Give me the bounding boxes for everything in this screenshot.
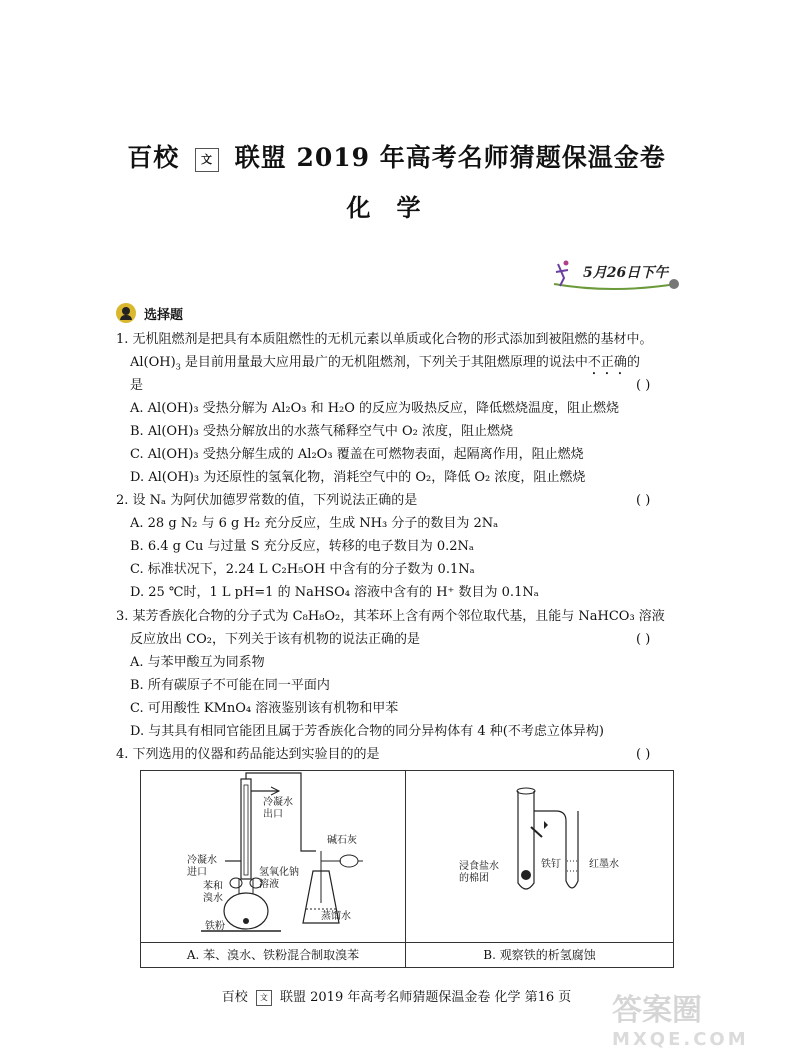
q2-stem: 2. 设 Nₐ 为阿伏加德罗常数的值，下列说法正确的是	[116, 493, 418, 508]
seal-logo: 文	[195, 148, 219, 172]
label-red-ink: 红墨水	[589, 859, 619, 870]
emphasis-not-correct: 不正确	[587, 355, 627, 370]
q1-option-b: B. Al(OH)₃ 受热分解放出的水蒸气稀释空气中 O₂ 浓度，阻止燃烧	[130, 424, 513, 439]
footer-brand-right: 联盟	[279, 990, 306, 1005]
watermark-line2: MXQE.COM	[612, 1029, 749, 1050]
q1-stem-line2: $Al(OH)_3$ 是目前用量最大应用最广的无机阻燃剂，下列关于其阻燃原理的说法中不正确的	[130, 355, 640, 372]
label-condenser-out: 冷凝水 出口	[263, 797, 293, 820]
label-benzene-bromine: 苯和 溴水	[203, 881, 223, 904]
q3-option-d: D. 与其具有相同官能团且属于芳香族化合物的同分异构体有 4 种(不考虑立体异构)	[130, 724, 604, 739]
title-rest: 2019 年高考名师猜题保温金卷	[296, 143, 666, 172]
subject-title: 化学	[346, 193, 447, 222]
label-salt-cotton: 浸食盐水 的棉团	[459, 861, 499, 884]
footer-text: 2019 年高考名师猜题保温金卷 化学 第16 页	[310, 990, 572, 1005]
q1-answer-paren: ( )	[636, 378, 651, 393]
brand-left: 百校	[127, 143, 180, 172]
footer-seal-logo: 文	[256, 990, 272, 1006]
label-soda-lime: 碱石灰	[327, 835, 357, 846]
q3-stem-line1: 3. 某芳香族化合物的分子式为 C₈H₈O₂，其苯环上含有两个邻位取代基，且能与 NaHCO₃ 溶液	[116, 609, 665, 624]
caption-b: B. 观察铁的析氢腐蚀	[483, 948, 596, 962]
date-label: 5月26日下午	[583, 265, 669, 281]
q3-option-c: C. 可用酸性 KMnO₄ 溶液鉴别该有机物和甲苯	[130, 701, 399, 716]
section-label: 选择题	[144, 307, 184, 323]
q1-stem-line3: 是	[130, 378, 144, 393]
q3-option-a: A. 与苯甲酸互为同系物	[130, 655, 265, 670]
q3-stem-line2: 反应放出 CO₂，下列关于该有机物的说法正确的是	[130, 632, 420, 647]
q1-stem-line1: 1. 无机阻燃剂是把具有本质阻燃性的无机元素以单质或化合物的形式添加到被阻燃的基材中。	[116, 332, 653, 347]
q1-option-a: A. Al(OH)₃ 受热分解为 Al₂O₃ 和 H₂O 的反应为吸热反应，降低燃烧温度，阻止燃烧	[130, 401, 620, 416]
corrosion-apparatus	[406, 771, 673, 942]
apparatus-figure	[140, 770, 674, 968]
q2-option-b: B. 6.4 g Cu 与过量 S 充分反应，转移的电子数目为 0.2Nₐ	[130, 539, 474, 554]
q3-answer-paren: ( )	[636, 632, 651, 647]
label-distilled-water: 蒸馏水	[321, 911, 351, 922]
watermark-line1: 答案圈	[612, 993, 702, 1028]
q1-option-d: D. Al(OH)₃ 为还原性的氢氧化物，消耗空气中的 O₂，降低 O₂ 浓度，阻止燃烧	[130, 470, 586, 485]
label-naoh: 氢氧化钠 溶液	[259, 867, 299, 890]
caption-divider	[141, 942, 673, 943]
q3-option-b: B. 所有碳原子不可能在同一平面内	[130, 678, 330, 693]
q4-stem: 4. 下列选用的仪器和药品能达到实验目的的是	[116, 747, 380, 762]
section-header	[116, 302, 183, 324]
label-iron-powder: 铁粉	[205, 921, 225, 932]
caption-a: A. 苯、溴水、铁粉混合制取溴苯	[186, 948, 360, 962]
watermark-logo	[612, 985, 782, 1055]
q2-option-c: C. 标准状况下，2.24 L C₂H₅OH 中含有的分子数为 0.1Nₐ	[130, 562, 475, 577]
q2-option-a: A. 28 g N₂ 与 6 g H₂ 充分反应，生成 NH₃ 分子的数目为 2Nₐ	[130, 516, 499, 531]
q2-option-d: D. 25 ℃时，1 L pH=1 的 NaHSO₄ 溶液中含有的 H⁺ 数目为 0.1Nₐ	[130, 585, 539, 600]
q1-option-c: C. Al(OH)₃ 受热分解生成的 Al₂O₃ 覆盖在可燃物表面，起隔离作用，阻止燃烧	[130, 447, 584, 462]
label-iron-nail: 铁钉	[541, 859, 561, 870]
footer-brand-left: 百校	[221, 990, 248, 1005]
brand-right: 联盟	[234, 143, 287, 172]
person-icon	[116, 303, 136, 323]
q4-answer-paren: ( )	[636, 747, 651, 762]
label-condenser-in: 冷凝水 进口	[187, 855, 217, 878]
exam-title	[0, 138, 793, 174]
q2-answer-paren: ( )	[636, 493, 651, 508]
